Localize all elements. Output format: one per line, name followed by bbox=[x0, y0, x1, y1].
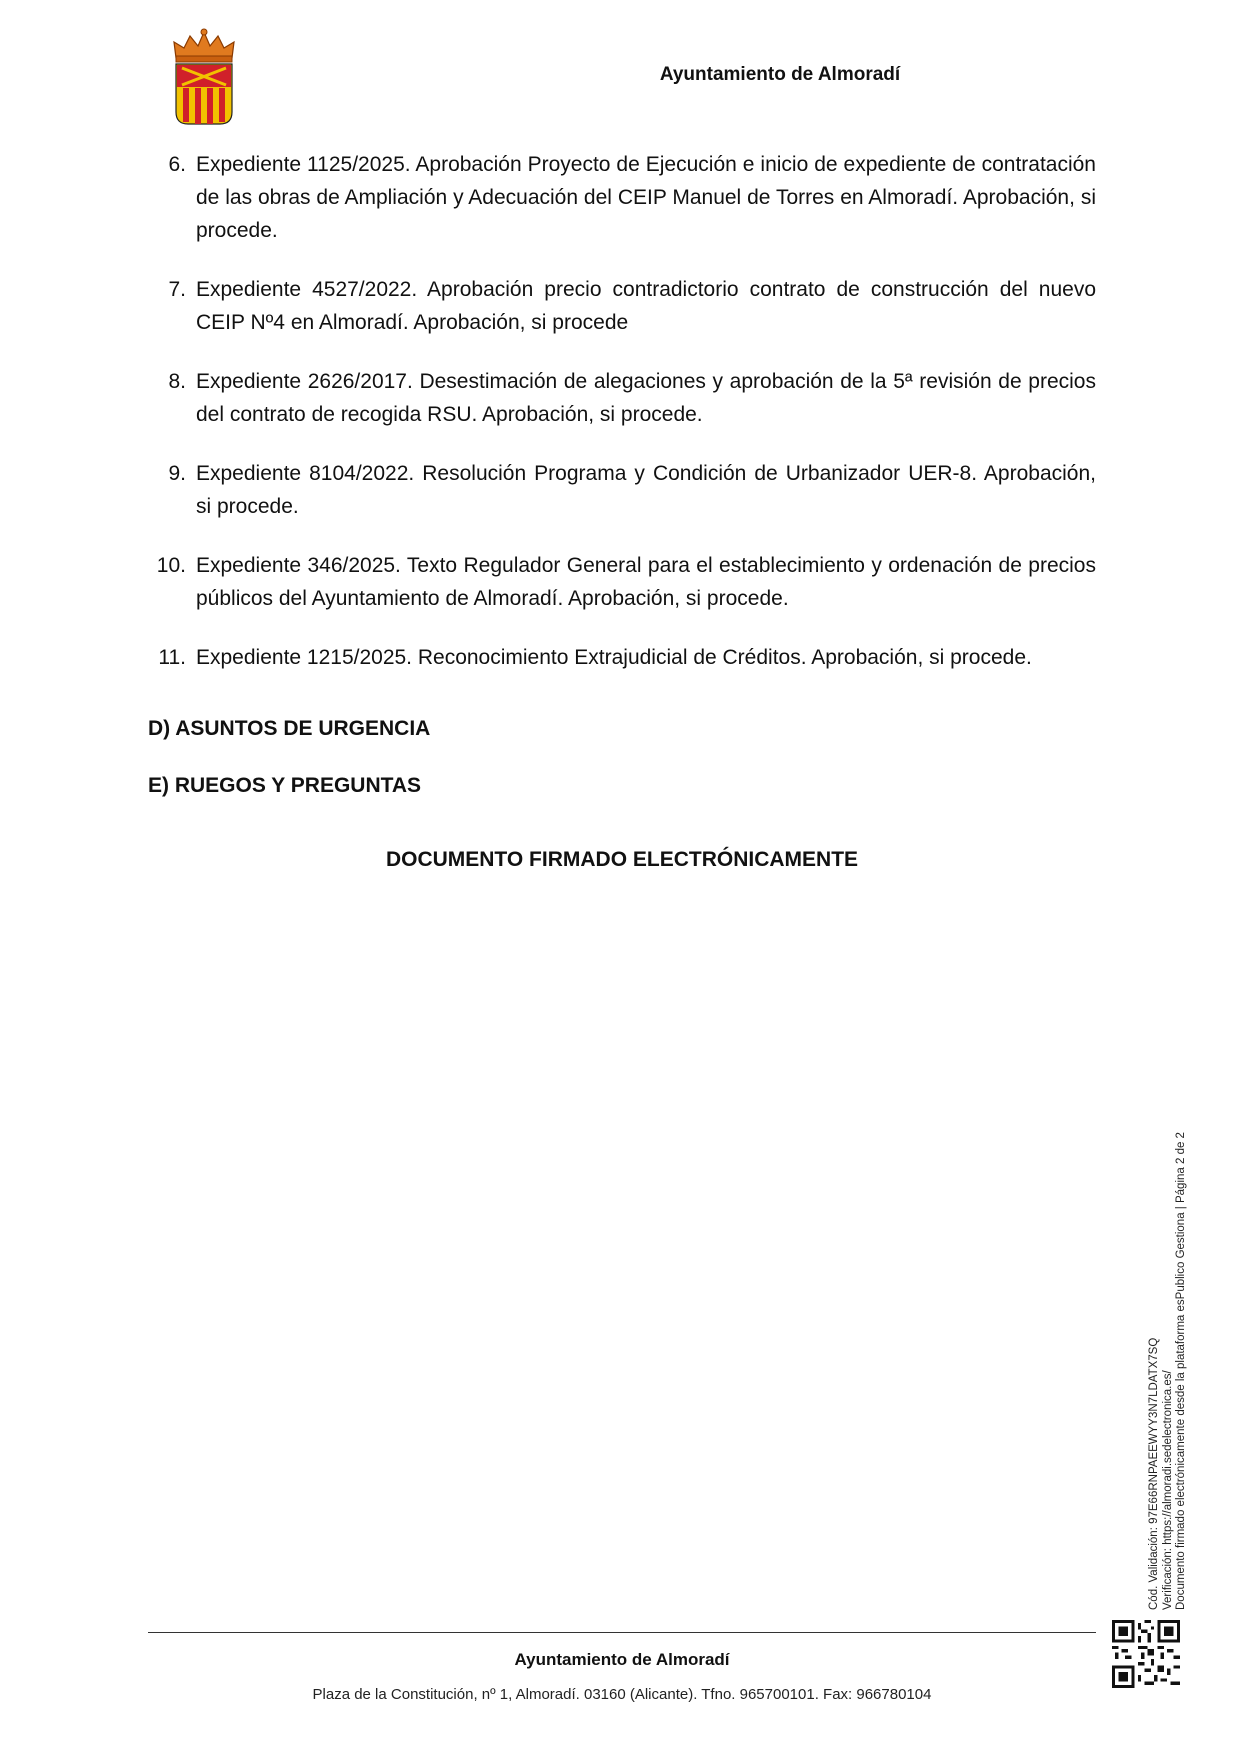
header-title: Ayuntamiento de Almoradí bbox=[659, 64, 901, 85]
section-heading-ruegos: E) RUEGOS Y PREGUNTAS bbox=[148, 774, 422, 797]
agenda-item-text: Expediente 2626/2017. Desestimación de alegaciones y aprobación de la 5ª revisión de precios del contrato de recogida RSU. Aprobación, si procede. bbox=[196, 370, 1096, 426]
validation-platform-note: Documento firmado electrónicamente desde la plataforma esPublico Gestiona | Página 2 de 2 bbox=[1175, 1132, 1187, 1610]
agenda-item bbox=[148, 549, 1096, 615]
agenda-item-number: 8. bbox=[168, 370, 186, 393]
section-heading-urgencia: D) ASUNTOS DE URGENCIA bbox=[148, 717, 431, 740]
footer-address: Plaza de la Constitución, nº 1, Almoradí. 03160 (Alicante). Tfno. 965700101. Fax: 966780104 bbox=[312, 1686, 932, 1703]
validation-sidebar bbox=[1148, 1090, 1189, 1610]
agenda-item-number: 10. bbox=[156, 554, 186, 577]
agenda-item-text: Expediente 346/2025. Texto Regulador General para el establecimiento y ordenación de precios públicos del Ayuntamiento de Almoradí. Aprobación, si procede. bbox=[196, 554, 1096, 610]
validation-verification-url: Verificación: https://almoradi.sedelectronica.es/ bbox=[1161, 1370, 1174, 1610]
agenda-item bbox=[148, 457, 1096, 523]
agenda-item-text: Expediente 1215/2025. Reconocimiento Extrajudicial de Créditos. Aprobación, si procede. bbox=[196, 646, 1032, 669]
agenda-item bbox=[148, 365, 1096, 431]
agenda-item bbox=[148, 273, 1096, 339]
agenda-item-text: Expediente 4527/2022. Aprobación precio contradictorio contrato de construcción del nuevo CEIP Nº4 en Almoradí. Aprobación, si procede bbox=[196, 278, 1096, 334]
validation-code: Cód. Validación: 97E66RNPAEEWYY3N7LDATX7SQ bbox=[1148, 1337, 1160, 1610]
agenda-list bbox=[148, 148, 1096, 700]
municipal-crest-logo bbox=[170, 28, 238, 128]
footer-divider bbox=[148, 1632, 1096, 1633]
agenda-item bbox=[148, 641, 1096, 674]
agenda-item-number: 9. bbox=[168, 462, 186, 485]
qr-code-icon bbox=[1112, 1620, 1180, 1688]
signed-notice: DOCUMENTO FIRMADO ELECTRÓNICAMENTE bbox=[385, 848, 859, 871]
agenda-item bbox=[148, 148, 1096, 247]
agenda-item-text: Expediente 1125/2025. Aprobación Proyecto de Ejecución e inicio de expediente de contratación de las obras de Ampliación y Adecuación del CEIP Manuel de Torres en Almoradí. Aprobación, si procede. bbox=[196, 153, 1096, 242]
agenda-item-number: 6. bbox=[168, 153, 186, 176]
agenda-item-text: Expediente 8104/2022. Resolución Programa y Condición de Urbanizador UER-8. Aprobación, si procede. bbox=[196, 462, 1096, 518]
agenda-item-number: 7. bbox=[168, 278, 186, 301]
footer-title: Ayuntamiento de Almoradí bbox=[514, 1650, 730, 1669]
agenda-item-number: 11. bbox=[158, 646, 186, 669]
